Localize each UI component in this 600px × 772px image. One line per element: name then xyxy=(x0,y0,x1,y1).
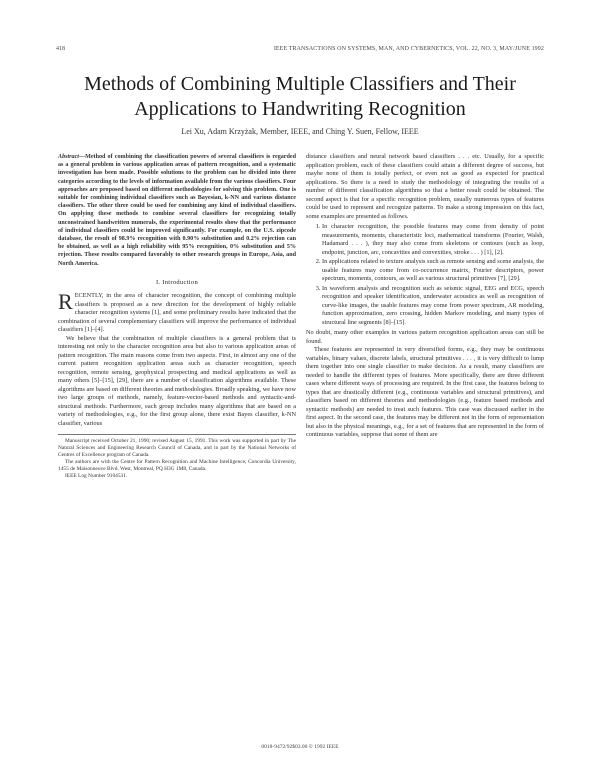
footnote-affiliation: The authors are with the Centre for Pattern Recognition and Machine Intelligence, Concordia University, 1455 de Maisonneuve Blvd. West, Montreal, PQ H3G 1M8, Canada. xyxy=(58,459,296,473)
paper-title: Methods of Combining Multiple Classifiers and Their Applications to Handwriting Recognition xyxy=(84,73,516,120)
abstract xyxy=(58,153,296,268)
footnote-manuscript: Manuscript received October 21, 1990; revised August 15, 1991. This work was supported in part by The Natural Sciences and Engineering Research Council of Canada, and in part by the National Networks of Centres of Excellence program of Canada. xyxy=(58,438,296,459)
list-item: 2. In applications related to texture analysis such as remote sensing and scene analysis, the usable features may come from co-occurrence matrix, Fourier descriptors, power spectrum, moments, contours, as well as various structural primitives [7], [29]. xyxy=(322,258,544,284)
section-heading-introduction: I. Introduction xyxy=(155,278,199,286)
right-column xyxy=(306,153,544,440)
list-item: 1. In character recognition, the possible features may come from density of point measurements, moments, characteristic loci, mathematical transforms (Fourier, Walsh, Hadamard . . . ), they may also come from skeletons or contours (such as loop, endpoint, junction, arc, concavities and convexities, stroke . . . ) [1], [2]. xyxy=(322,223,544,257)
copyright-code: 0018-9472/92$03.00 © 1992 IEEE xyxy=(261,744,339,750)
drop-cap: R xyxy=(58,289,73,315)
page-number: 418 xyxy=(56,46,65,52)
author-line: Lei Xu, Adam Krzyżak, Member, IEEE, and Ching Y. Suen, Fellow, IEEE xyxy=(181,127,419,136)
abstract-label: Abstract xyxy=(58,154,79,160)
right-paragraph-3: These features are represented in very diversified forms, e.g., they may be continuous variables, binary values, discrete labels, structural primitives . . . , it is very difficult to lump them together into one single classifier to make decision. As a result, many classifiers are needed to handle the different types of features. More specifically, there are three different cases where different ways of processing are required. In the first case, the features belong to types that are drastically different (e.g., continuous variables and structural primitives), and classifiers based on different theories and methodologies (e.g., feature based methods and syntactic methods) are needed to treat such features. This case was discussed earlier in the first aspect. In the second case, the features may be different not in the form of representation but also in the physical meanings, e.g., for a set of features that are represented in the form of continuous variables, suppose that some of them are xyxy=(306,346,544,438)
left-column xyxy=(58,153,296,480)
footnote-ieee-log: IEEE Log Number 9104531. xyxy=(65,473,128,480)
intro-paragraph-1-text: ECENTLY, in the area of character recognition, the concept of combining multiple classifiers is proposed as a new direction for the development of highly reliable character recognition systems [1], and some preliminary results have indicated that the combination of several complementary classifiers will improve the performance of individual classifiers [1]–[4]. xyxy=(58,292,296,334)
footnote xyxy=(58,434,296,480)
running-header: IEEE TRANSACTIONS ON SYSTEMS, MAN, AND CYBERNETICS, VOL. 22, NO. 3, MAY/JUNE 1992 xyxy=(273,46,544,52)
abstract-text: —Method of combining the classification powers of several classifiers is regarded as a general problem in various application areas of pattern recognition, and a systematic investigation has been made. Possible solutions to the problem can be divided into three categories according to the levels of information available from the various classifiers. Four approaches are proposed based on different methodologies for solving this problem. One is suitable for combining individual classifiers such as Bayesian, k-NN and various distance classifiers. The other three could be used for combining any kind of individual classifiers. On applying these methods to combine several classifiers for recognizing totally unconstrained handwritten numerals, the experimental results show that the performance of individual classifiers could be improved significantly. For example, on the U.S. zipcode database, the result of 98.9% recognition with 0.90% substitution and 0.2% rejection can be obtained, as well as a high reliability with 95% recognition, 0% substitution and 5% rejection. These results compared favorably to other research groups in Europe, Asia, and North America. xyxy=(58,154,296,267)
list-item: 3. In waveform analysis and recognition such as seismic signal, EEG and ECG, speech recognition and speaker identification, underwater acoustics as well as recognition of curve-like images, the usable features may come from power spectrum, AR modeling, function approximation, zero crossing, hidden Markov modeling, and many types of structural line segments [8]–[15]. xyxy=(322,285,544,328)
right-paragraph-1: distance classifiers and neural network based classifiers . . . etc. Usually, for a specific application problem, each of these classifiers could attain a different degree of success, but maybe none of them is totally perfect, or even not as good as expected for practical applications. So there is a need to study the methodology of integrating the results of a number of different classification algorithms so that a better result could be obtained. The second aspect is that for a specific recognition problem, usually numerous types of features could be used to represent and recognize patterns. To make a strong impression on this fact, some examples are presented as follows. xyxy=(306,153,544,220)
intro-paragraph-1 xyxy=(58,289,296,335)
right-paragraph-2: No doubt, many other examples in various pattern recognition application areas can still be found. xyxy=(306,329,544,345)
feature-example-list xyxy=(306,223,544,327)
intro-paragraph-2: We believe that the combination of multiple classifiers is a general problem that is interesting not only to the character recognition area but also to various application areas of pattern recognition. The main reasons come from two aspects. First, in almost any one of the current pattern recognition application areas such as character recognition, speech recognition, remote sensing, geophysical prospecting and medical applications as well as many others [5]–[15], [29], there are a number of classification algorithms available. These algorithms are based on different theories and methodologies. Broadly speaking, we have now two large groups of methods, namely, feature-vector-based methods and syntactic-and-structural methods. Furthermore, each group includes many algorithms that are based on a variety of methodologies, e.g., for the first group alone, there exist Bayes classifier, k-NN classifier, various xyxy=(58,334,296,427)
